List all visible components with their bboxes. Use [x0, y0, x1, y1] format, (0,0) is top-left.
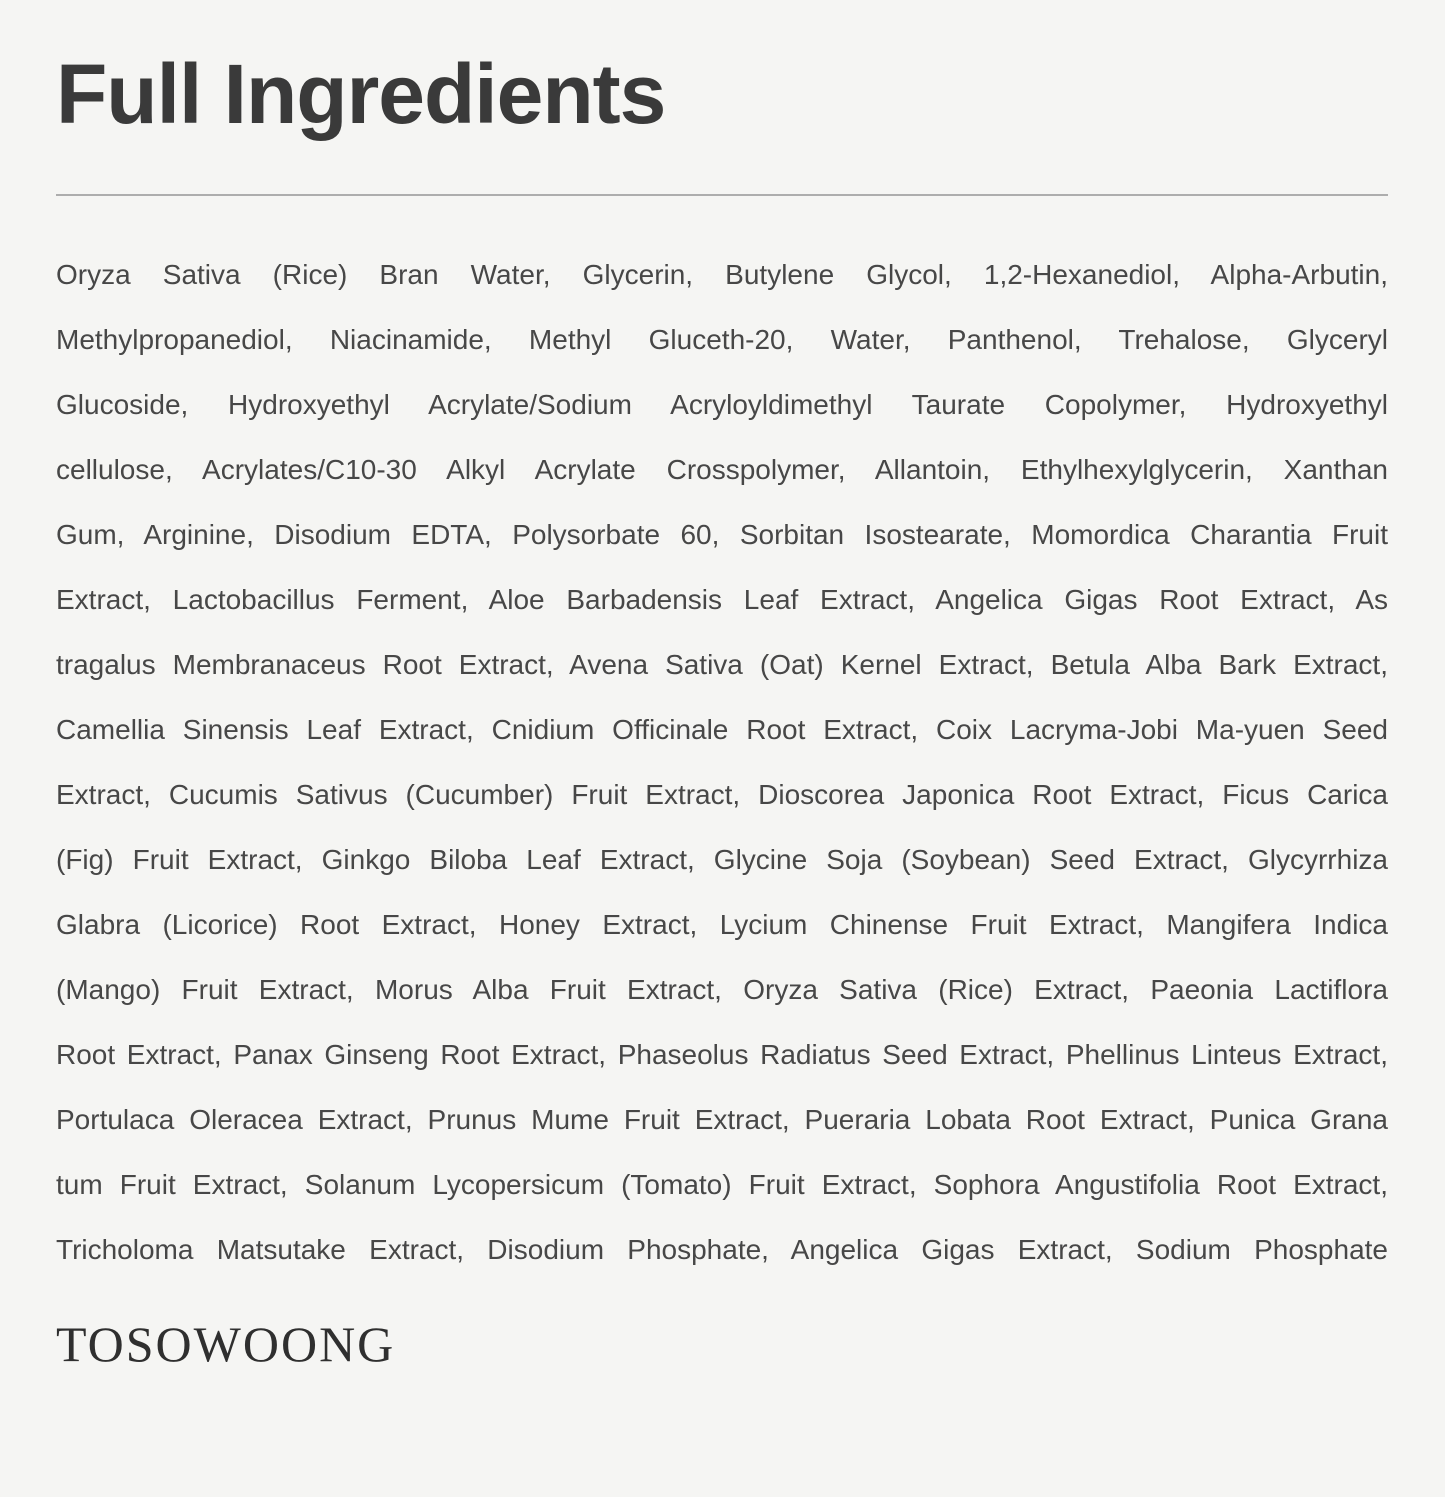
ingredient-line: Gum, Arginine, Disodium EDTA, Polysorbate 60, Sorbitan Isostearate, Momordica Charantia Fruit [56, 518, 1388, 550]
ingredient-line: Tricholoma Matsutake Extract, Disodium Phosphate, Angelica Gigas Extract, Sodium Phosphate [56, 1233, 1388, 1265]
ingredient-line: Extract, Lactobacillus Ferment, Aloe Barbadensis Leaf Extract, Angelica Gigas Root Extract, As [56, 583, 1388, 615]
ingredient-line: tum Fruit Extract, Solanum Lycopersicum (Tomato) Fruit Extract, Sophora Angustifolia Root Extract, [56, 1168, 1388, 1200]
ingredients-paragraph [56, 242, 1388, 1282]
ingredient-line: cellulose, Acrylates/C10-30 Alkyl Acrylate Crosspolymer, Allantoin, Ethylhexylglycerin, Xanthan [56, 453, 1388, 485]
ingredient-line: Glabra (Licorice) Root Extract, Honey Extract, Lycium Chinense Fruit Extract, Mangifera Indica [56, 908, 1388, 940]
brand-logo: TOSOWOONG [56, 1315, 396, 1372]
ingredient-line: Portulaca Oleracea Extract, Prunus Mume Fruit Extract, Pueraria Lobata Root Extract, Punica Grana [56, 1103, 1388, 1135]
ingredient-line: (Mango) Fruit Extract, Morus Alba Fruit Extract, Oryza Sativa (Rice) Extract, Paeonia Lactiflora [56, 973, 1388, 1005]
ingredient-line: Root Extract, Panax Ginseng Root Extract, Phaseolus Radiatus Seed Extract, Phellinus Linteus Extract, [56, 1038, 1388, 1070]
ingredient-line: Extract, Cucumis Sativus (Cucumber) Fruit Extract, Dioscorea Japonica Root Extract, Ficus Carica [56, 778, 1388, 810]
ingredient-line: Oryza Sativa (Rice) Bran Water, Glycerin, Butylene Glycol, 1,2-Hexanediol, Alpha-Arbutin, [56, 258, 1388, 290]
ingredient-line: Glucoside, Hydroxyethyl Acrylate/Sodium Acryloyldimethyl Taurate Copolymer, Hydroxyethyl [56, 388, 1388, 420]
ingredient-line: tragalus Membranaceus Root Extract, Avena Sativa (Oat) Kernel Extract, Betula Alba Bark Extract, [56, 648, 1388, 680]
ingredients-page [0, 47, 1445, 1497]
ingredient-line: Camellia Sinensis Leaf Extract, Cnidium Officinale Root Extract, Coix Lacryma-Jobi Ma-yuen Seed [56, 713, 1388, 745]
ingredient-line: (Fig) Fruit Extract, Ginkgo Biloba Leaf Extract, Glycine Soja (Soybean) Seed Extract, Glycyrrhiza [56, 843, 1388, 875]
ingredient-line: Methylpropanediol, Niacinamide, Methyl Gluceth-20, Water, Panthenol, Trehalose, Glyceryl [56, 323, 1388, 355]
divider-rule [56, 194, 1388, 196]
page-title: Full Ingredients [56, 47, 666, 141]
